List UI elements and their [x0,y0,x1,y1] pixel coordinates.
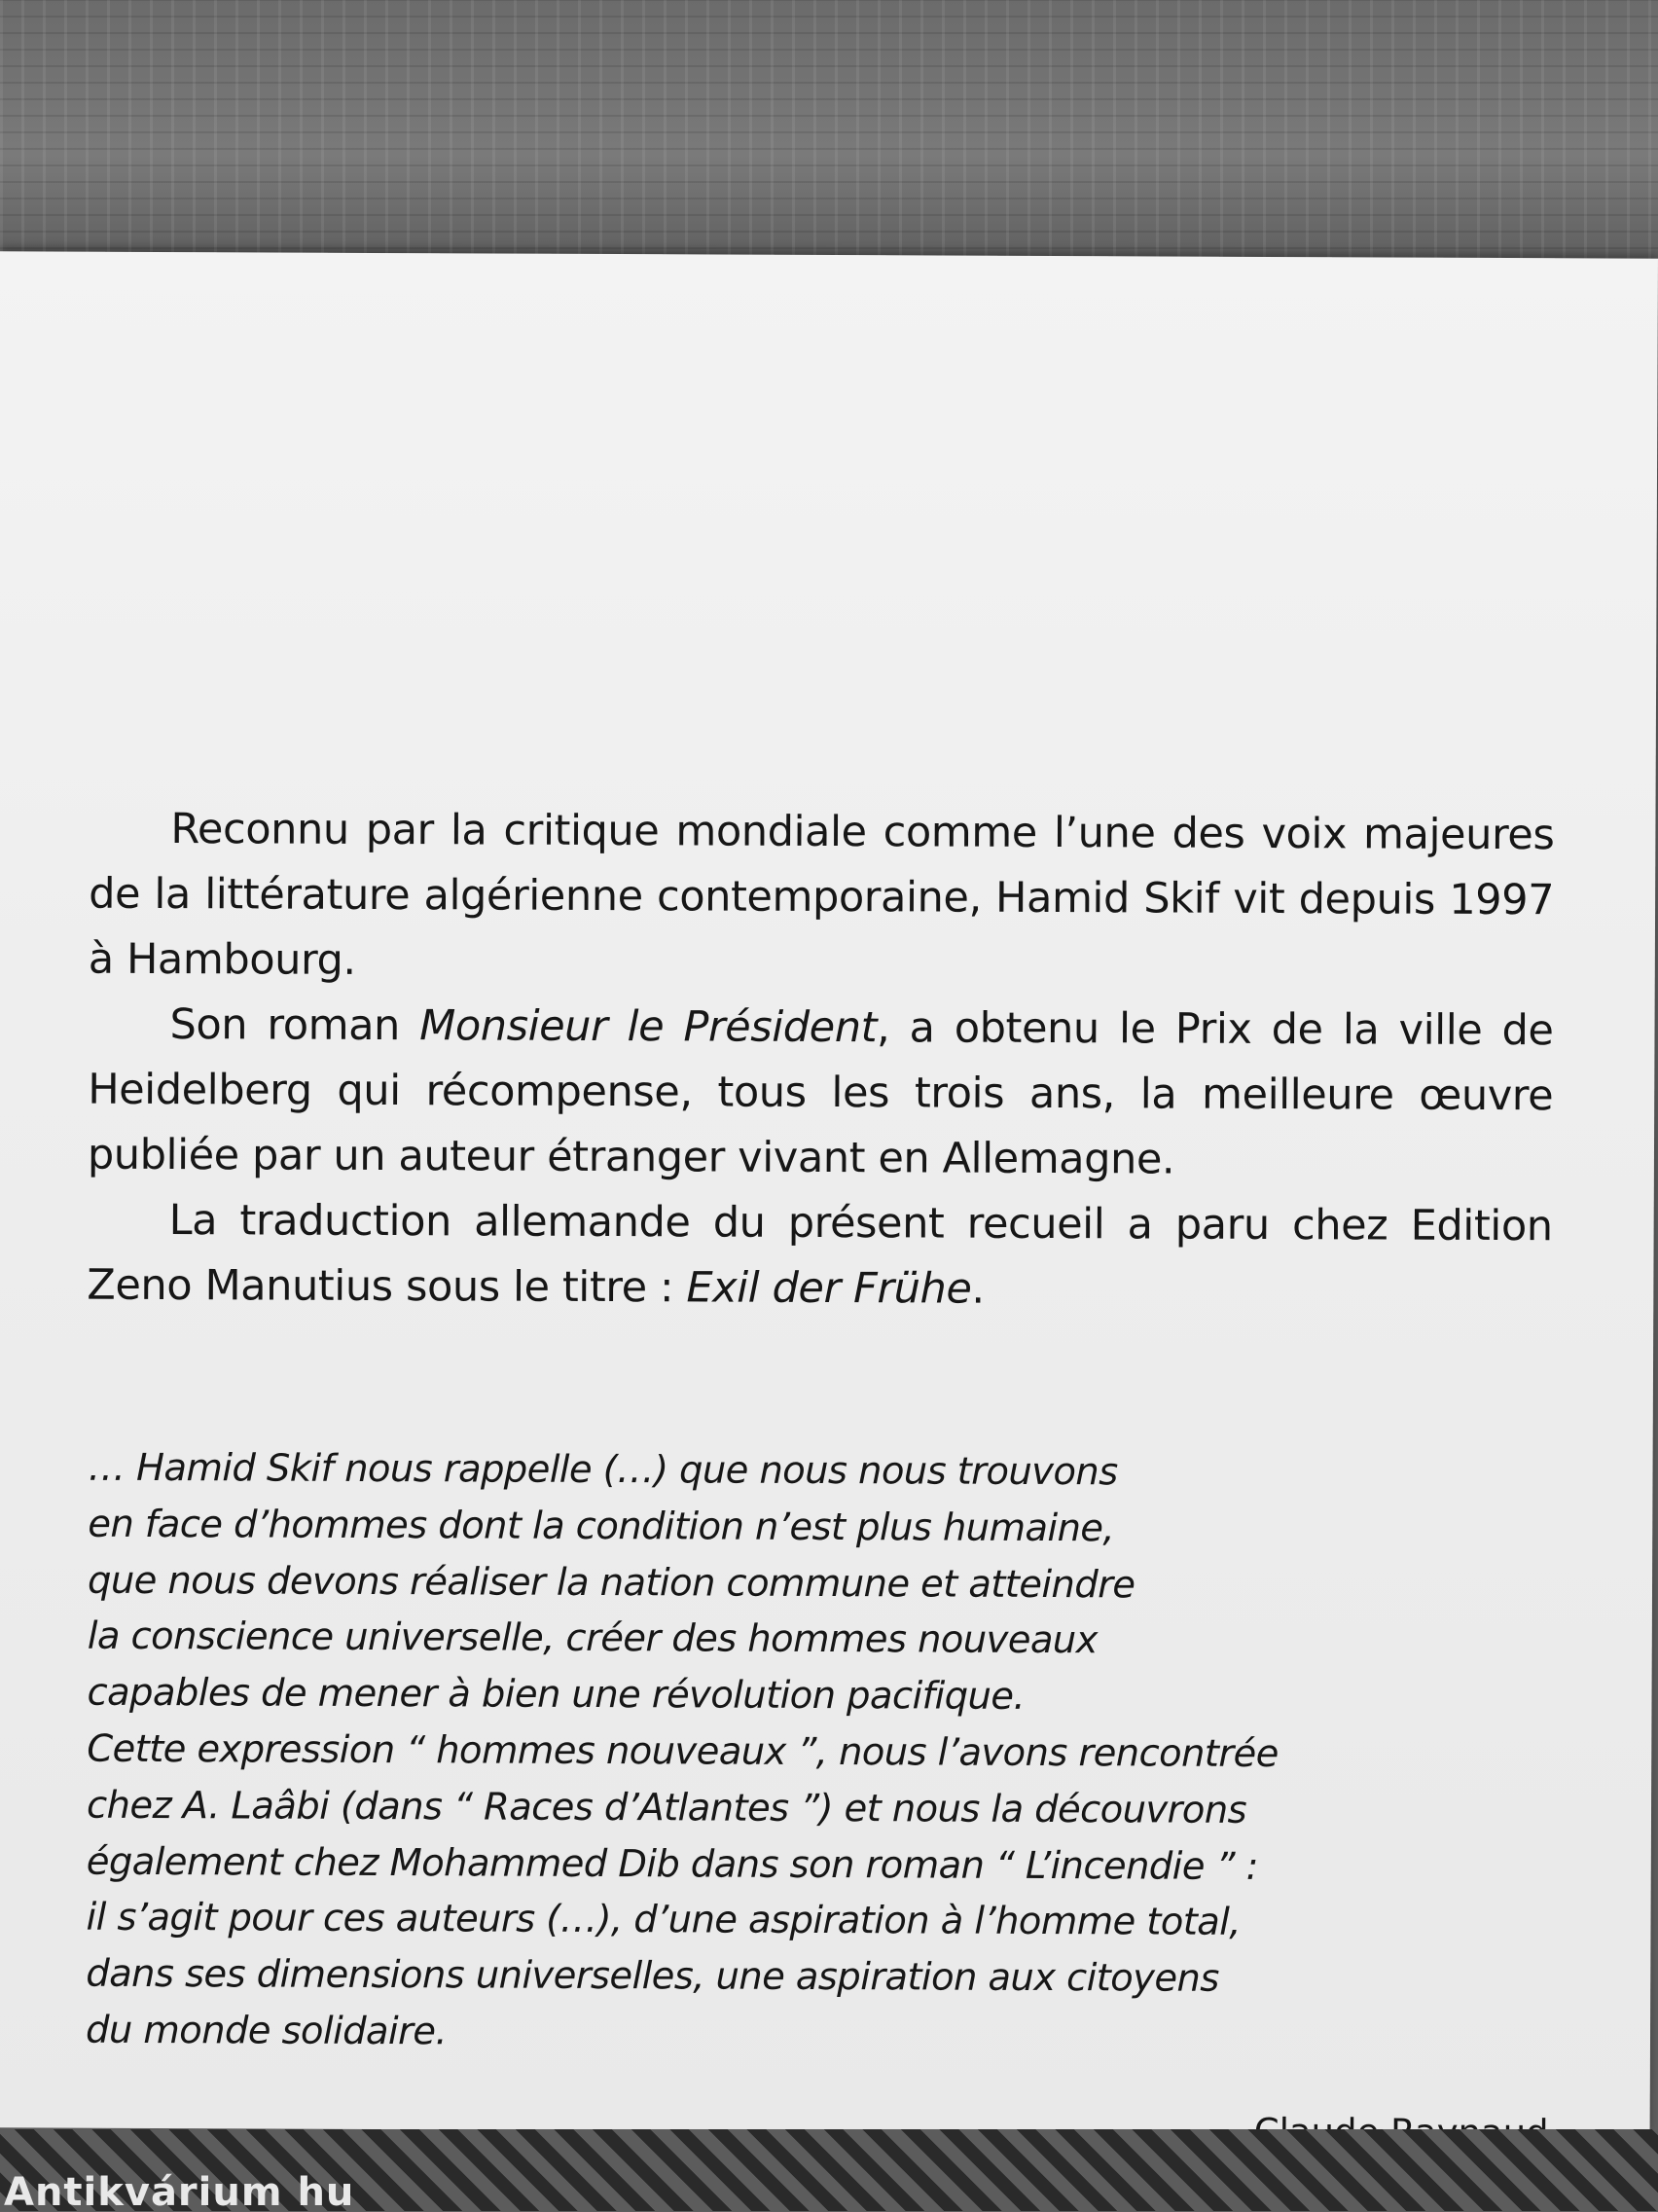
quote-line: du monde solidaire. [85,2008,448,2054]
quote-line: capables de mener à bien une révolution pacifique. [87,1670,1026,1720]
background-surface [0,0,1658,282]
quote-line: également chez Mohammed Dib dans son roman “ L’incendie ” : [86,1839,1258,1889]
quote-line: que nous devons réaliser la nation commune et atteindre [87,1558,1135,1607]
watermark-text: Antikvárium hu [4,2170,355,2211]
book-back-cover [0,251,1658,2134]
bio-paragraph: La traduction allemande du présent recueil a paru chez Edition Zeno Manutius sous le titre : Exil der Frühe. [87,1196,1553,1314]
quote-line: dans ses dimensions universelles, une aspiration aux citoyens [86,1951,1219,2001]
bio-paragraph: Son roman Monsieur le Président, a obtenu le Prix de la ville de Heidelberg qui récompense, tous les trois ans, la meilleure œuvre publiée par un auteur étranger vivant en Allemagne. [87,1000,1554,1184]
quote-line: chez A. Laâbi (dans “ Races d’Atlantes ”) et nous la découvrons [86,1783,1247,1832]
author-bio [87,797,1554,1325]
quote-line: Cette expression “ hommes nouveaux ”, nous l’avons rencontrée [87,1726,1279,1777]
quote-line: … Hamid Skif nous rappelle (…) que nous nous trouvons [88,1445,1118,1495]
quote-line: la conscience universelle, créer des hommes nouveaux [87,1614,1098,1663]
bio-paragraph: Reconnu par la critique mondiale comme l’une des voix majeures de la littérature algérienne contemporaine, Hamid Skif vit depuis 1997 à Hambourg. [88,805,1555,985]
book-title: Exil der Frühe [686,1263,972,1314]
bottom-pattern-strip [0,2129,1658,2211]
quote-line: il s’agit pour ces auteurs (…), d’une aspiration à l’homme total, [86,1896,1242,1945]
critic-quote [86,1440,1373,2065]
book-title: Monsieur le Président [419,1001,878,1053]
quote-line: en face d’hommes dont la condition n’est plus humaine, [88,1502,1115,1551]
